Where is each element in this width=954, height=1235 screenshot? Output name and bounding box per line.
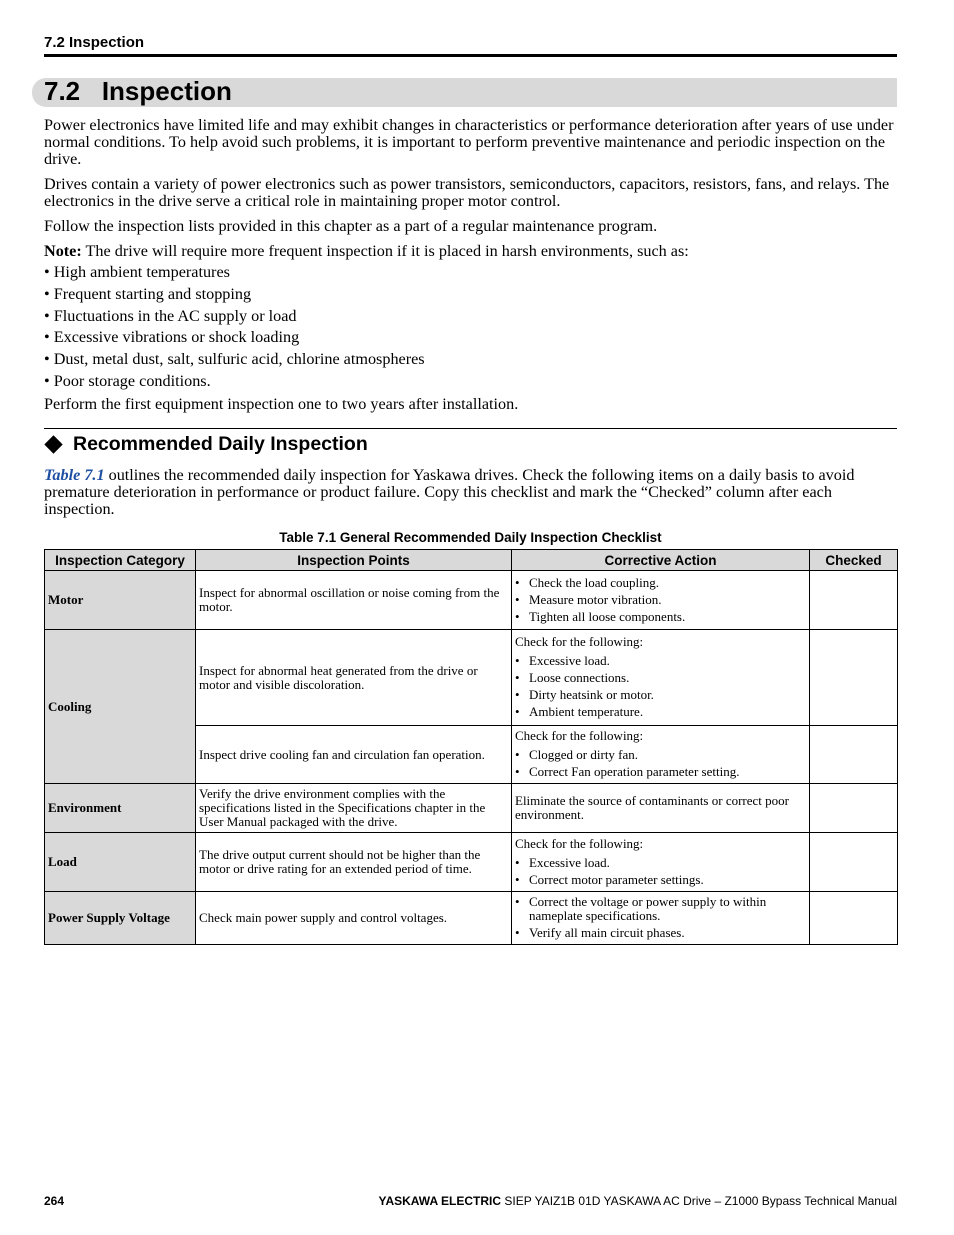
header-rule — [44, 54, 897, 57]
electronics-paragraph: Drives contain a variety of power electronics such as power transistors, semiconductors, capacitors, resistors, fans, and relays. The electronics in the drive serve a critical role in maintaining proper motor control. — [44, 175, 890, 210]
column-header: Inspection Points — [196, 550, 512, 571]
running-head: 7.2 Inspection — [44, 34, 145, 51]
corrective-action-cell — [512, 630, 810, 726]
note-text: The drive will require more frequent inspection if it is placed in harsh environments, such as: — [85, 242, 689, 260]
checked-cell[interactable] — [810, 892, 898, 945]
action-intro: Check for the following: — [515, 728, 644, 743]
section-number: 7.2 — [44, 76, 81, 106]
category-cell: Load — [45, 833, 196, 892]
corrective-action-cell — [512, 571, 810, 630]
list-item: • Poor storage conditions. — [44, 371, 211, 390]
action-item: • Correct the voltage or power supply to within nameplate specifications. — [515, 895, 806, 923]
action-item: • Verify all main circuit phases. — [515, 926, 806, 940]
diamond-icon — [44, 435, 62, 453]
table-row — [45, 630, 898, 726]
action-item: • Dirty heatsink or motor. — [515, 688, 806, 702]
intro-paragraph: Power electronics have limited life and may exhibit changes in characteristics or performance deterioration after years of use under normal conditions. To help avoid such problems, it is important to perform preventive maintenance and periodic inspection on the drive. — [44, 116, 894, 168]
page-number: 264 — [44, 1194, 65, 1208]
checked-cell[interactable] — [810, 571, 898, 630]
action-item: • Clogged or dirty fan. — [515, 748, 806, 762]
note-paragraph — [44, 243, 897, 260]
column-header: Inspection Category — [45, 550, 196, 571]
action-item: • Ambient temperature. — [515, 705, 806, 719]
inspection-checklist-table — [44, 549, 898, 945]
category-cell: Cooling — [45, 630, 196, 784]
list-item: • Fluctuations in the AC supply or load — [44, 306, 297, 325]
action-item: • Loose connections. — [515, 671, 806, 685]
action-item: • Tighten all loose components. — [515, 610, 806, 624]
harsh-environment-list — [44, 264, 425, 395]
inspection-point-cell: Inspect for abnormal oscillation or noise coming from the motor. — [196, 571, 512, 630]
inspection-point-cell: Inspect for abnormal heat generated from the drive or motor and visible discoloration. — [196, 630, 512, 726]
action-item: • Measure motor vibration. — [515, 593, 806, 607]
list-item: • Excessive vibrations or shock loading — [44, 328, 300, 347]
table-header-row — [45, 550, 898, 571]
list-item: • Dust, metal dust, salt, sulfuric acid, chlorine atmospheres — [44, 350, 425, 369]
inspection-point-cell: Verify the drive environment complies with the specifications listed in the Specifications chapter in the User Manual packaged with the drive. — [196, 784, 512, 833]
column-header: Corrective Action — [512, 550, 810, 571]
subsection-title: Recommended Daily Inspection — [73, 433, 368, 455]
inspection-point-cell: Check main power supply and control voltages. — [196, 892, 512, 945]
follow-paragraph: Follow the inspection lists provided in this chapter as a part of a regular maintenance program. — [44, 217, 658, 235]
table-row — [45, 833, 898, 892]
section-heading — [44, 76, 232, 107]
corrective-action-cell — [512, 892, 810, 945]
table-row — [45, 571, 898, 630]
list-item: • High ambient temperatures — [44, 263, 230, 281]
table-link[interactable]: Table 7.1 — [44, 466, 105, 484]
column-header: Checked — [810, 550, 898, 571]
action-item: • Correct Fan operation parameter setting. — [515, 765, 806, 779]
checked-cell[interactable] — [810, 726, 898, 784]
inspection-point-cell: Inspect drive cooling fan and circulation fan operation. — [196, 726, 512, 784]
brand-name: YASKAWA ELECTRIC — [378, 1194, 502, 1208]
corrective-action-cell: Eliminate the source of contaminants or correct poor environment. — [512, 784, 810, 833]
action-intro: Check for the following: — [515, 634, 644, 649]
note-label: Note: — [44, 242, 82, 260]
category-cell: Motor — [45, 571, 196, 630]
action-item: • Excessive load. — [515, 654, 806, 668]
subsection-intro-text: outlines the recommended daily inspection for Yaskawa drives. Check the following items on a daily basis to avoid premature deterioration in performance or product failure. Copy this checklist and mark the “Checked” column after each inspection. — [44, 466, 855, 518]
inspection-point-cell: The drive output current should not be higher than the motor or drive rating for an extended period of time. — [196, 833, 512, 892]
corrective-action-cell — [512, 833, 810, 892]
checked-cell[interactable] — [810, 630, 898, 726]
category-cell: Power Supply Voltage — [45, 892, 196, 945]
table-row — [45, 892, 898, 945]
table-row — [45, 784, 898, 833]
subsection-heading — [44, 433, 368, 456]
subsection-intro — [44, 467, 897, 518]
action-item: • Excessive load. — [515, 856, 806, 870]
checked-cell[interactable] — [810, 784, 898, 833]
action-item: • Check the load coupling. — [515, 576, 806, 590]
table-caption: Table 7.1 General Recommended Daily Inspection Checklist — [279, 530, 662, 545]
checked-cell[interactable] — [810, 833, 898, 892]
subsection-rule — [44, 428, 897, 429]
section-title: Inspection — [101, 76, 232, 106]
document-title — [379, 1194, 897, 1208]
manual-name: SIEP YAIZ1B 01D YASKAWA AC Drive – Z1000 Bypass Technical Manual — [501, 1194, 897, 1208]
closing-paragraph: Perform the first equipment inspection one to two years after installation. — [44, 395, 519, 413]
corrective-action-cell — [512, 726, 810, 784]
action-intro: Check for the following: — [515, 835, 644, 851]
category-cell: Environment — [45, 784, 196, 833]
action-item: • Correct motor parameter settings. — [515, 873, 806, 887]
list-item: • Frequent starting and stopping — [44, 284, 252, 303]
